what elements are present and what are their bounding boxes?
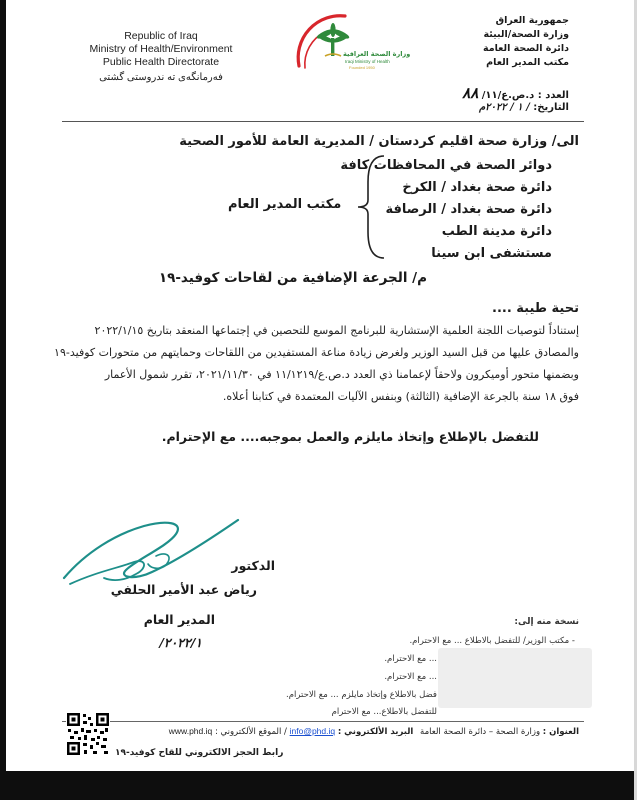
recipients-brace [356, 152, 386, 262]
footer-contact-line [169, 726, 579, 737]
footer-divider [62, 721, 584, 722]
body-paragraph-line-2: والمصادق عليها من قبل السيد الوزير ولغرض زيادة مناعة المستفيدين من اللقاحات وحمايتهم من متحورات كوفيد-١٩ [54, 346, 579, 359]
address-value: وزارة الصحة – دائرة الصحة العامة [420, 727, 541, 737]
email-label: البريد الألكتروني : [337, 727, 414, 737]
signature-name: رياض عبد الأمير الحلفي [110, 582, 257, 597]
palm-tree-logo-icon [285, 8, 393, 80]
recipient-item-1: دوائر الصحة في المحافظات كافة [340, 158, 552, 173]
cc-line-4: فضل بالاطلاع وإتخاذ مايلزم ... مع الاحترام. [286, 690, 437, 700]
cc-line-5: للتفضل بالاطلاع... مع الاحترام [331, 707, 437, 717]
logo-arabic-text: وزارة الصحة العراقية [343, 50, 411, 58]
body-paragraph-line-3: وبضمنها متحور أوميكرون ولاحقاً لإعمامنا ذي العدد د.ص.ع/١١/١٢١٩ في ٢٠٢١/١١/٣٠، تقرر شمول الأعمار [104, 368, 579, 381]
recipient-item-5: مستشفى ابن سينا [431, 246, 552, 261]
recipient-main-line: الى/ وزارة صحة اقليم كردستان / المديرية العامة للأمور الصحية [179, 134, 579, 149]
subject-line: م/ الجرعة الإضافية من لقاحات كوفيد-١٩ [158, 270, 427, 286]
reference-number-line [462, 84, 569, 102]
handwritten-signature-icon [56, 512, 246, 592]
letterhead-ar-office: مكتب المدير العام [486, 57, 569, 68]
website-label: / الموقع الألكتروني : [214, 727, 287, 737]
body-paragraph-line-4: فوق ١٨ سنة بالجرعة الإضافية (الثالثة) وبنفس الآليات المعتمدة في كتابنا أعلاه. [222, 390, 579, 403]
letterhead-ar-ministry: وزارة الصحة/البيئة [483, 29, 569, 40]
closing-line: للتفضل بالإطلاع وإتخاذ مايلزم والعمل بموجبه.... مع الإحترام. [161, 429, 539, 444]
logo-founded-text: Founded 1950 [349, 65, 375, 70]
email-link[interactable]: info@phd.iq [289, 726, 336, 736]
body-paragraph-line-1: إستناداً لتوصيات اللجنة العلمية الإستشارية للبرنامج الموسع للتحصين في إجتماعها المنعقد بتاريخ ٢٠٢٢/١/١٥ [94, 324, 579, 337]
letterhead-line-country: Republic of Iraq [124, 30, 198, 42]
cc-line-1: - مكتب الوزير/ للتفضل بالاطلاع ... مع الاحترام. [409, 636, 575, 646]
logo-english-text: Iraqi Ministry of Health [345, 59, 390, 64]
date-label: التاريخ: [533, 102, 569, 113]
recipient-item-4: دائرة مدينة الطب [441, 224, 552, 239]
website-link[interactable]: www.phd.iq [168, 726, 213, 736]
qr-caption: رابط الحجز الالكتروني للقاح كوفيد-١٩ [115, 748, 284, 758]
qr-code-icon [66, 712, 110, 756]
cc-line-2: ... مع الاحترام. [384, 654, 437, 664]
address-label: العنوان : [542, 727, 579, 737]
reference-label: العدد : د.ص.ع/١١/ [481, 90, 569, 101]
cc-line-3: ... مع الاحترام. [384, 672, 437, 682]
header-divider [62, 121, 584, 122]
letterhead-ar-country: جمهورية العراق [495, 15, 569, 26]
letterhead-line-kurdish: فەرمانگەی تە ندروستی گشتی [99, 72, 223, 83]
reference-number: ٨٨ [462, 84, 479, 102]
recipient-item-2: دائرة صحة بغداد / الكرخ [402, 180, 552, 195]
recipient-side-label: مكتب المدير العام [228, 197, 342, 212]
letterhead-ar-directorate: دائرة الصحة العامة [482, 43, 569, 54]
date-line [479, 102, 569, 113]
signature-title: الدكتور [231, 558, 275, 573]
ministry-logo [285, 8, 411, 80]
scan-edge-bottom [0, 771, 637, 800]
cc-heading: نسخة منه إلى: [514, 617, 579, 627]
signature-position: المدير العام [143, 612, 215, 627]
english-letterhead [66, 30, 256, 84]
scan-edge-left [0, 0, 6, 800]
letterhead-line-directorate: Public Health Directorate [102, 56, 220, 68]
arabic-letterhead [419, 14, 569, 70]
letterhead-line-ministry: Ministry of Health/Environment [89, 43, 233, 55]
greeting-line: تحية طيبة .... [492, 301, 579, 316]
redacted-cc-area [438, 648, 592, 708]
date-value: / ١ / ٢٠٢٢م [478, 102, 530, 113]
recipient-item-3: دائرة صحة بغداد / الرصافة [385, 202, 552, 217]
signature-date: ٢٠٢٢/١/ [159, 635, 202, 650]
